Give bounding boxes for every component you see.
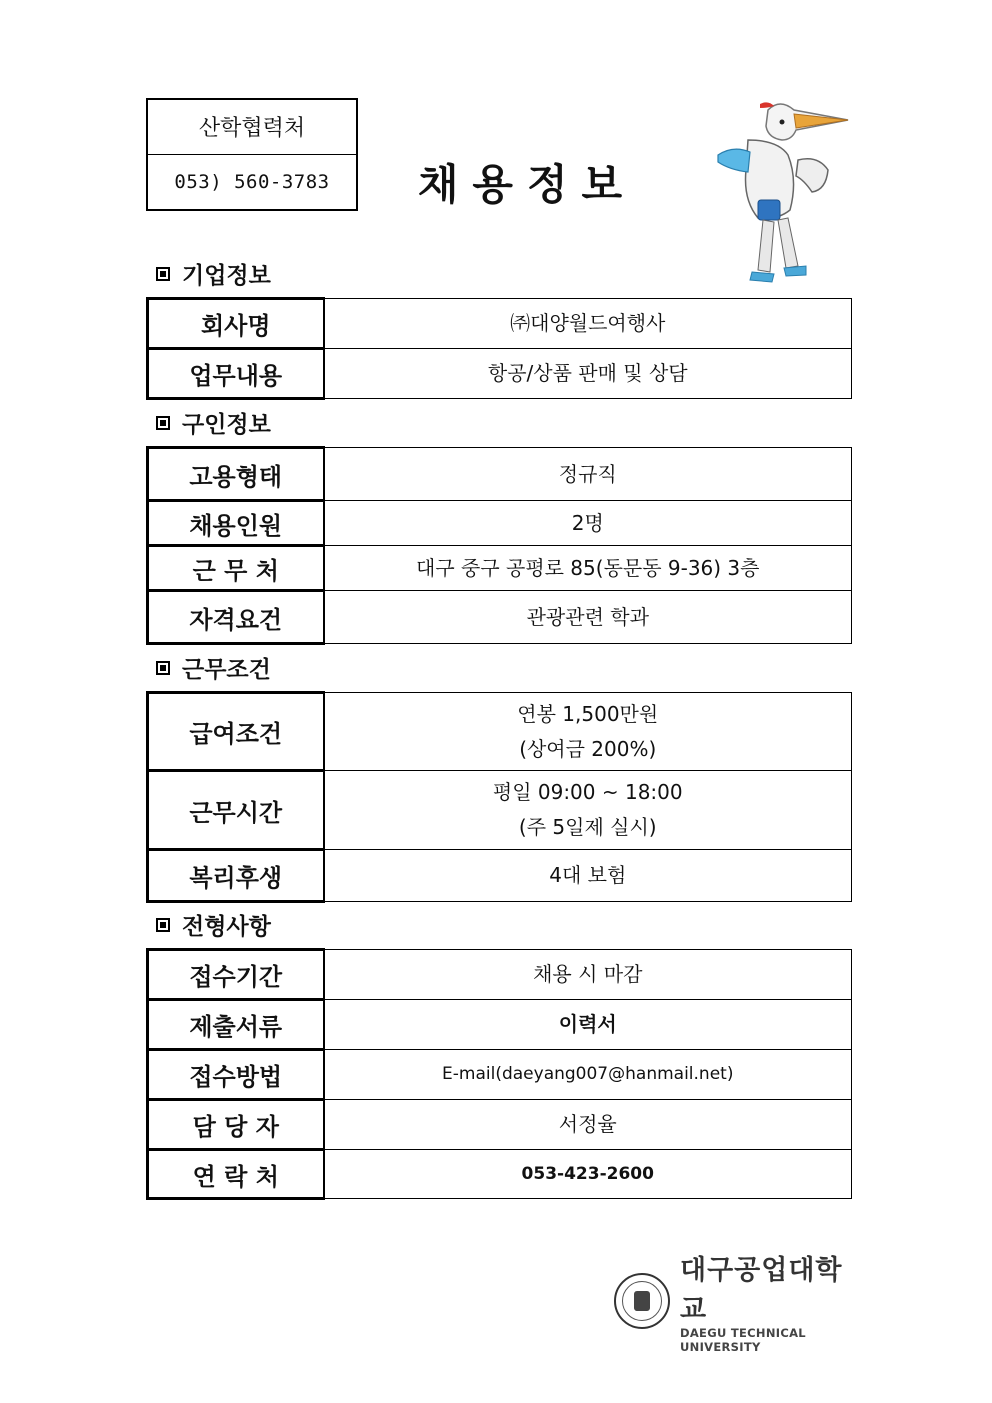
crane-mascot-icon [708,100,858,290]
row-value [324,693,852,771]
table-row [148,1050,852,1100]
table-row [148,771,852,850]
row-value: 채용 시 마감 [324,950,852,1000]
value-line: (상여금 200%) [519,736,657,761]
section-heading-conditions [156,651,271,684]
table-row [148,693,852,771]
row-value: E-mail(daeyang007@hanmail.net) [324,1050,852,1100]
table-row [148,950,852,1000]
row-label: 접수방법 [148,1050,324,1100]
section-heading-process [156,908,271,941]
row-label: 연 락 처 [148,1150,324,1199]
row-label: 채용인원 [148,501,324,546]
university-logo [614,1255,854,1354]
row-value: 2명 [324,501,852,546]
value-line: 평일 09:00 ~ 18:00 [492,780,683,804]
square-bullet-icon [156,661,170,675]
university-seal-icon [614,1273,670,1329]
table-row [148,349,852,399]
row-label: 업무내용 [148,349,324,399]
square-bullet-icon [156,267,170,281]
section-title: 근무조건 [182,657,271,683]
contact-box [146,98,358,211]
square-bullet-icon [156,918,170,932]
row-label: 접수기간 [148,950,324,1000]
row-value: 053-423-2600 [324,1150,852,1199]
row-label: 근 무 처 [148,546,324,591]
table-row [148,850,852,902]
value-line: 연봉 1,500만원 [517,701,659,726]
recruit-table [146,446,852,645]
row-label: 담 당 자 [148,1100,324,1150]
process-table [146,948,852,1200]
row-value: 이력서 [324,1000,852,1050]
table-row [148,1150,852,1199]
row-value: 관광관련 학과 [324,591,852,644]
row-value: ㈜대양월드여행사 [324,299,852,349]
table-row [148,1100,852,1150]
contact-office-label: 산학협력처 [148,100,356,155]
row-value: 항공/상품 판매 및 상담 [324,349,852,399]
row-label: 근무시간 [148,771,324,850]
conditions-table [146,691,852,903]
square-bullet-icon [156,416,170,430]
row-label: 자격요건 [148,591,324,644]
section-heading-company [156,257,271,290]
row-label: 고용형태 [148,448,324,501]
page-title: 채용정보 [417,160,637,209]
section-heading-recruit [156,406,271,439]
table-row [148,299,852,349]
university-name-ko: 대구공업대학교 [680,1255,843,1325]
table-row [148,546,852,591]
contact-phone: 053) 560-3783 [174,170,330,193]
row-label: 제출서류 [148,1000,324,1050]
row-value: 4대 보험 [324,850,852,902]
row-label: 급여조건 [148,693,324,771]
table-row [148,448,852,501]
company-table [146,297,852,400]
table-row [148,591,852,644]
university-name-en: DAEGU TECHNICAL UNIVERSITY [680,1326,806,1354]
row-label: 회사명 [148,299,324,349]
row-value: 서정율 [324,1100,852,1150]
university-name [680,1248,854,1354]
table-row [148,501,852,546]
row-value [324,771,852,850]
section-title: 전형사항 [182,914,271,940]
row-value: 대구 중구 공평로 85(동문동 9-36) 3층 [324,546,852,591]
table-row [148,1000,852,1050]
value-line: (주 5일제 실시) [518,815,657,839]
section-title: 구인정보 [182,412,271,438]
row-value: 정규직 [324,448,852,501]
row-label: 복리후생 [148,850,324,902]
section-title: 기업정보 [182,263,271,289]
